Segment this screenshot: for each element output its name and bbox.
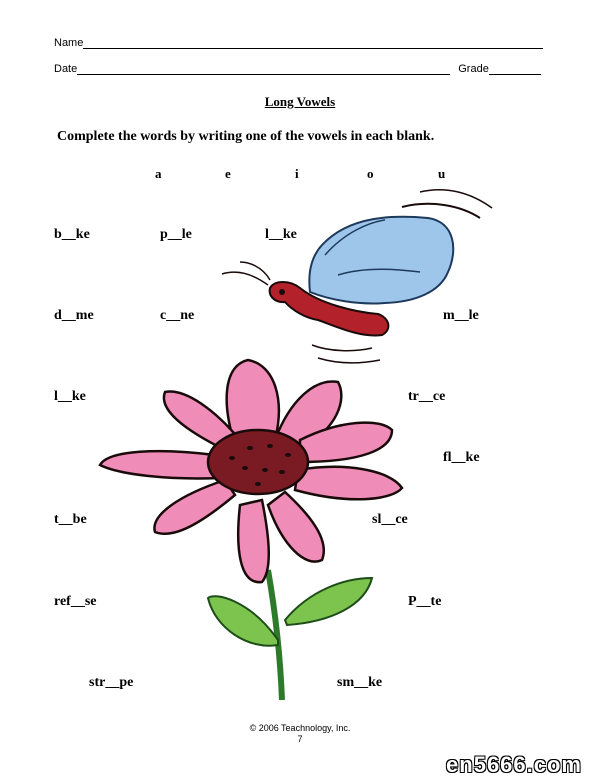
date-label: Date <box>54 63 78 75</box>
word-1[interactable]: b__ke <box>54 227 90 242</box>
word-9[interactable]: fl__ke <box>443 450 480 465</box>
vowel-a: a <box>155 166 162 181</box>
word-5[interactable]: c__ne <box>160 308 195 323</box>
word-15[interactable]: sm__ke <box>337 675 383 690</box>
word-13[interactable]: P__te <box>408 594 442 609</box>
copyright: © 2006 Teachnology, Inc. <box>249 723 351 733</box>
butterfly-illustration <box>222 190 492 363</box>
word-7[interactable]: l__ke <box>54 389 86 404</box>
word-6[interactable]: m__le <box>443 308 479 323</box>
worksheet-title: Long Vowels <box>264 94 336 109</box>
word-10[interactable]: t__be <box>54 512 87 527</box>
watermark: en5666.com <box>446 752 582 777</box>
vowel-e: e <box>225 166 231 181</box>
flower-illustration <box>100 360 402 582</box>
vowel-o: o <box>367 166 374 181</box>
name-label: Name <box>54 37 84 49</box>
vowel-i: i <box>295 166 299 181</box>
word-12[interactable]: ref__se <box>54 594 97 609</box>
page-number: 7 <box>297 734 303 744</box>
word-14[interactable]: str__pe <box>89 675 134 690</box>
word-8[interactable]: tr__ce <box>408 389 446 404</box>
word-2[interactable]: p__le <box>160 227 192 242</box>
word-11[interactable]: sl__ce <box>372 512 408 527</box>
vowel-u: u <box>438 166 446 181</box>
instructions: Complete the words by writing one of the vowels in each blank. <box>57 129 435 144</box>
word-4[interactable]: d__me <box>54 308 94 323</box>
grade-label: Grade <box>458 63 489 75</box>
word-3[interactable]: l__ke <box>265 227 297 242</box>
